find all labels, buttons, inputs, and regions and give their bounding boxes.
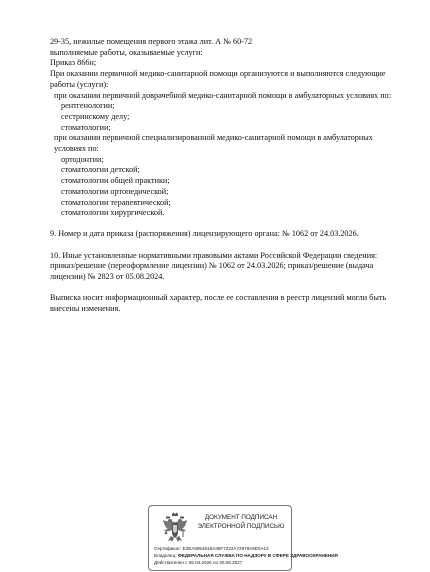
owner-value: ФЕДЕРАЛЬНАЯ СЛУЖБА ПО НАДЗОРУ В СФЕРЕ ЗДРАВООХРАНЕНИЯ bbox=[177, 552, 338, 558]
informational-notice: Выписка носит информационный характер, после ее составления в реестр лицензий могли быть внесены изменения. bbox=[50, 293, 387, 313]
document-body bbox=[50, 37, 402, 315]
electronic-signature-stamp bbox=[148, 505, 338, 571]
stamp-title bbox=[195, 514, 287, 531]
validity-row: Действителен с 06.04.2026 по 30.06.2027 bbox=[154, 559, 243, 565]
certificate-value: E2EA5954818A35F7222A72978A5E0A12 bbox=[182, 546, 269, 551]
services-heading: выполняемые работы, оказываемые услуги: bbox=[50, 47, 203, 57]
service-item: стоматологии хирургической. bbox=[61, 208, 165, 218]
service-item: стоматологии ортопедической; bbox=[61, 186, 169, 196]
russian-coat-of-arms-icon bbox=[161, 512, 189, 544]
spacer bbox=[50, 219, 402, 230]
certificate-label: Сертификат: bbox=[154, 546, 182, 551]
section-9-order-number: 9. Номер и дата приказа (распоряжения) лицензирующего органа: № 1062 от 24.03.2026. bbox=[50, 229, 359, 239]
section-10-other-info: 10. Иные установленные нормативными правовыми актами Российской Федерации сведения: приказ/решение (переоформление лицензии) № 1062 от 24.03.2026; приказ/решение (выдача лицензии) № 2823 от 05.08.2024. bbox=[50, 250, 378, 282]
stamp-title-line: ДОКУМЕНТ ПОДПИСАН bbox=[204, 514, 278, 521]
service-item: стоматологии детской; bbox=[61, 165, 140, 175]
specialized-care-heading: при оказании первичной специализированной медико-санитарной помощи в амбулаторных условиях по: bbox=[54, 133, 373, 154]
stamp-title-line: ЭЛЕКТРОННОЙ ПОДПИСЬЮ bbox=[197, 522, 285, 530]
spacer bbox=[50, 240, 402, 251]
address-line: 29-35, нежилые помещения первого этажа лит. А № 60-72 bbox=[50, 37, 253, 46]
owner-row bbox=[154, 552, 338, 560]
stamp-details bbox=[154, 546, 338, 566]
service-item: стоматологии; bbox=[61, 122, 111, 132]
order-reference: Приказ 866н; bbox=[50, 58, 97, 68]
service-item: рентгенологии; bbox=[61, 101, 115, 111]
prehospital-care-heading: при оказании первичной доврачебной медико-санитарной помощи в амбулаторных условиях по: bbox=[54, 90, 391, 100]
spacer bbox=[50, 283, 402, 294]
service-item: сестринскому делу; bbox=[61, 111, 130, 121]
primary-care-intro: При оказании первичной медико-санитарной помощи организуются и выполняются следующие работы (услуги): bbox=[50, 69, 386, 89]
owner-label: Владелец: bbox=[154, 552, 177, 558]
service-item: стоматологии терапевтической; bbox=[61, 197, 171, 207]
service-item: стоматологии общей практики; bbox=[61, 176, 170, 186]
certificate-row bbox=[154, 546, 288, 553]
service-item: ортодонтии; bbox=[61, 154, 104, 164]
